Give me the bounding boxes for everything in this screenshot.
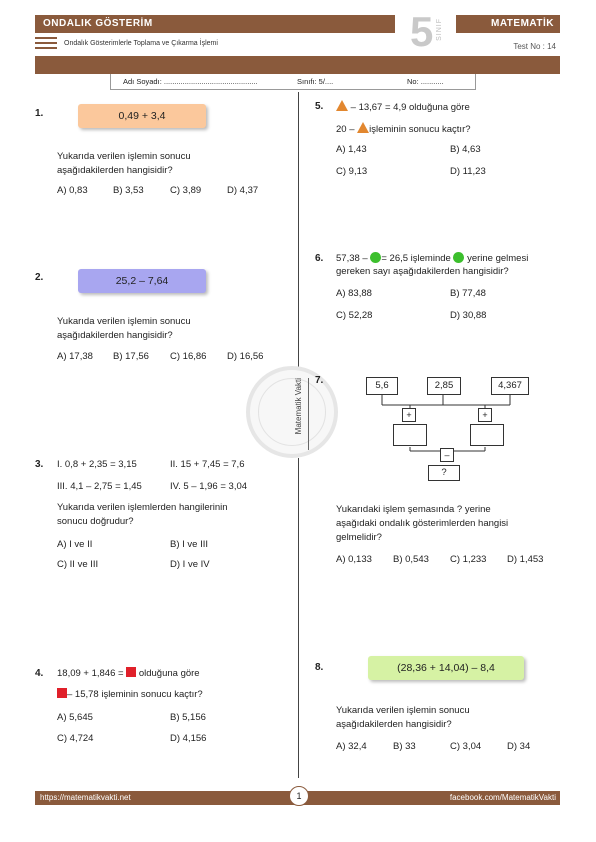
q3-number: 3. — [35, 459, 44, 470]
q2-option-b[interactable]: B) 17,56 — [113, 351, 149, 362]
q1-text-line1: Yukarıda verilen işlemin sonucu — [57, 151, 191, 162]
red-square-icon — [57, 688, 67, 698]
footer-facebook-link[interactable]: facebook.com/MatematikVakti — [449, 793, 556, 802]
q2-text-line1: Yukarıda verilen işlemin sonucu — [57, 316, 191, 327]
green-circle-icon — [370, 252, 381, 263]
q3-statement-2: II. 15 + 7,45 = 7,6 — [170, 459, 245, 470]
q7-minus-box: – — [440, 448, 454, 462]
q6-option-c[interactable]: C) 52,28 — [336, 310, 373, 321]
q6-line1-a: 57,38 – — [336, 253, 368, 264]
q3-option-d[interactable]: D) I ve IV — [170, 559, 210, 570]
watermark-text: Matematik Vakti — [294, 378, 303, 435]
orange-triangle-icon — [336, 100, 348, 111]
green-circle-icon — [453, 252, 464, 263]
q7-result-box[interactable]: ? — [428, 465, 460, 481]
q4-line2 — [57, 688, 203, 702]
q8-text-line1: Yukarıda verilen işlemin sonucu — [336, 705, 470, 716]
q7-option-c[interactable]: C) 1,233 — [450, 554, 487, 565]
test-number: Test No : 14 — [513, 42, 556, 51]
student-info-row — [110, 74, 476, 90]
q5-line2 — [336, 122, 471, 137]
q8-expression: (28,36 + 14,04) – 8,4 — [368, 656, 524, 680]
q5-line1-text: – 13,67 = 4,9 olduğuna göre — [350, 102, 470, 113]
q7-option-d[interactable]: D) 1,453 — [507, 554, 544, 565]
q4-line1-b: olduğuna göre — [138, 668, 200, 679]
q2-text-line2: aşağıdakilerden hangisidir? — [57, 330, 173, 341]
student-name-field[interactable]: Adı Soyadı: ............................................. — [123, 77, 258, 86]
q2-text — [57, 315, 191, 343]
q7-text-line2: aşağıdaki ondalık gösterimlerden hangisi — [336, 518, 509, 529]
q7-plus-box-1: + — [402, 408, 416, 422]
q4-line1 — [57, 667, 200, 681]
q5-option-a[interactable]: A) 1,43 — [336, 144, 367, 155]
q6-line1 — [336, 252, 528, 266]
q4-option-a[interactable]: A) 5,645 — [57, 712, 93, 723]
q7-top-box-2: 2,85 — [427, 377, 461, 395]
q2-option-a[interactable]: A) 17,38 — [57, 351, 93, 362]
q5-number: 5. — [315, 101, 324, 112]
orange-triangle-icon — [357, 122, 369, 133]
q7-option-b[interactable]: B) 0,543 — [393, 554, 429, 565]
grade-number: 5 — [410, 8, 434, 55]
header-right-title: MATEMATİK — [490, 18, 554, 29]
header-subtitle: Ondalık Gösterimlerle Toplama ve Çıkarma İşlemi — [64, 40, 218, 47]
q5-option-b[interactable]: B) 4,63 — [450, 144, 481, 155]
q5-line2-a: 20 – — [336, 124, 355, 135]
grade-badge — [408, 8, 448, 58]
page-number: 1 — [289, 786, 309, 806]
q8-text-line2: aşağıdakilerden hangisidir? — [336, 719, 452, 730]
q4-option-d[interactable]: D) 4,156 — [170, 733, 207, 744]
q4-line1-a: 18,09 + 1,846 = — [57, 668, 124, 679]
q3-option-c[interactable]: C) II ve III — [57, 559, 99, 570]
q7-top-box-1: 5,6 — [366, 377, 398, 395]
q5-line1 — [336, 100, 470, 115]
q6-line2: gereken sayı aşağıdakilerden hangisidir? — [336, 266, 509, 277]
student-no-field[interactable]: No: ........... — [407, 77, 444, 86]
header-right-bar — [456, 15, 560, 33]
q7-text-line3: gelmelidir? — [336, 532, 382, 543]
q8-option-b[interactable]: B) 33 — [393, 741, 416, 752]
q8-text — [336, 704, 470, 732]
q7-top-box-3: 4,367 — [491, 377, 529, 395]
q7-text — [336, 503, 508, 545]
q6-number: 6. — [315, 253, 324, 264]
grade-word: SINIF — [436, 18, 443, 41]
q8-number: 8. — [315, 662, 324, 673]
q3-option-b[interactable]: B) I ve III — [170, 539, 209, 550]
q3-text-line2: sonucu doğrudur? — [57, 516, 134, 527]
q4-line2-text: – 15,78 işleminin sonucu kaçtır? — [67, 689, 203, 700]
q3-text — [57, 501, 228, 529]
q7-number: 7. — [315, 375, 324, 386]
header-left-title: ONDALIK GÖSTERİM — [43, 18, 153, 29]
student-class-field[interactable]: Sınıfı: 5/.... — [297, 77, 334, 86]
q6-line1-c: yerine gelmesi — [467, 253, 529, 264]
q6-option-b[interactable]: B) 77,48 — [450, 288, 486, 299]
column-divider-top — [298, 92, 299, 368]
q1-option-a[interactable]: A) 0,83 — [57, 185, 88, 196]
q4-option-b[interactable]: B) 5,156 — [170, 712, 206, 723]
q1-option-d[interactable]: D) 4,37 — [227, 185, 259, 196]
q4-option-c[interactable]: C) 4,724 — [57, 733, 94, 744]
q7-mid-box-1[interactable] — [393, 424, 427, 446]
q7-plus-box-2: + — [478, 408, 492, 422]
q1-option-b[interactable]: B) 3,53 — [113, 185, 144, 196]
q1-text — [57, 150, 191, 178]
q3-text-line1: Yukarıda verilen işlemlerden hangilerinin — [57, 502, 228, 513]
q5-option-c[interactable]: C) 9,13 — [336, 166, 368, 177]
q1-expression: 0,49 + 3,4 — [78, 104, 206, 128]
q8-option-c[interactable]: C) 3,04 — [450, 741, 482, 752]
q3-statement-1: I. 0,8 + 2,35 = 3,15 — [57, 459, 137, 470]
q4-number: 4. — [35, 668, 44, 679]
q7-option-a[interactable]: A) 0,133 — [336, 554, 372, 565]
q5-option-d[interactable]: D) 11,23 — [450, 166, 486, 177]
q2-number: 2. — [35, 272, 44, 283]
footer-website-link[interactable]: https://matematikvakti.net — [40, 793, 131, 802]
q3-statement-3: III. 4,1 – 2,75 = 1,45 — [57, 481, 142, 492]
q7-mid-box-2[interactable] — [470, 424, 504, 446]
q1-option-c[interactable]: C) 3,89 — [170, 185, 202, 196]
q1-text-line2: aşağıdakilerden hangisidir? — [57, 165, 173, 176]
q7-text-line1: Yukarıdaki işlem şemasında ? yerine — [336, 504, 491, 515]
q5-line2-b: işleminin sonucu kaçtır? — [369, 124, 471, 135]
q6-line1-b: = 26,5 işleminde — [381, 253, 451, 264]
q6-option-a[interactable]: A) 83,88 — [336, 288, 372, 299]
q2-expression: 25,2 – 7,64 — [78, 269, 206, 293]
q2-option-d[interactable]: D) 16,56 — [227, 351, 264, 362]
q2-option-c[interactable]: C) 16,86 — [170, 351, 207, 362]
header-band — [35, 56, 560, 74]
q3-option-a[interactable]: A) I ve II — [57, 539, 93, 550]
watermark-clock — [246, 366, 338, 458]
q8-option-a[interactable]: A) 32,4 — [336, 741, 367, 752]
q1-number: 1. — [35, 108, 44, 119]
menu-lines-icon — [35, 37, 57, 49]
q3-statement-4: IV. 5 – 1,96 = 3,04 — [170, 481, 248, 492]
header-left-bar — [35, 15, 395, 33]
column-divider-bottom — [298, 458, 299, 778]
q6-option-d[interactable]: D) 30,88 — [450, 310, 487, 321]
red-square-icon — [126, 667, 136, 677]
q8-option-d[interactable]: D) 34 — [507, 741, 531, 752]
